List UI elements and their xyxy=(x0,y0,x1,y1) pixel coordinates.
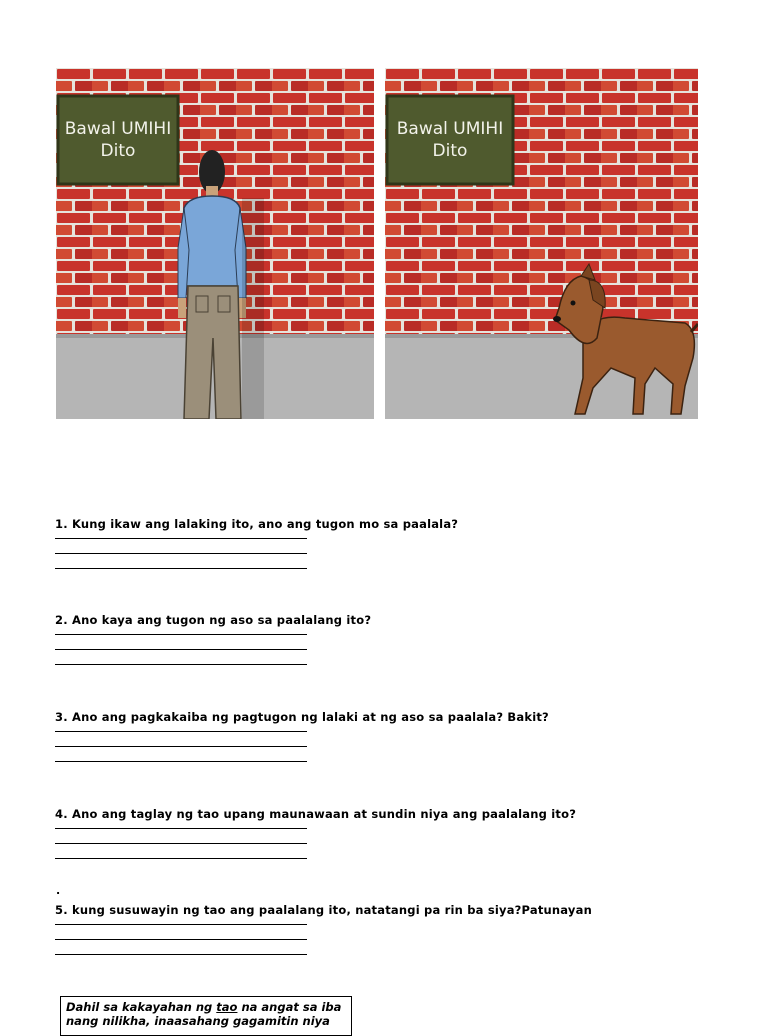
answer-line[interactable] xyxy=(55,924,307,925)
answer-line[interactable] xyxy=(55,761,307,762)
question-4 xyxy=(55,807,735,859)
answer-line[interactable] xyxy=(55,746,307,747)
stray-mark: . xyxy=(56,884,61,897)
sign-text-line-1: Bawal UMIHI xyxy=(64,119,172,139)
question-2 xyxy=(55,613,735,665)
answer-line[interactable] xyxy=(55,828,307,829)
question-2-text: 2. Ano kaya ang tugon ng aso sa paalalang ito? xyxy=(55,613,372,627)
answer-line[interactable] xyxy=(55,954,307,955)
sign-text-line-2: Dito xyxy=(100,141,136,161)
answer-line[interactable] xyxy=(55,649,307,650)
answer-line[interactable] xyxy=(55,538,307,539)
question-5-text: 5. kung susuwayin ng tao ang paalalang ito, natatangi pa rin ba siya?Patunayan xyxy=(55,903,592,917)
sign-text-line-1: Bawal UMIHI xyxy=(396,119,504,139)
question-1-text: 1. Kung ikaw ang lalaking ito, ano ang tugon mo sa paalala? xyxy=(55,517,459,531)
question-4-text: 4. Ano ang taglay ng tao upang maunawaan at sundin niya ang paalalang ito? xyxy=(55,807,577,821)
no-urinating-sign xyxy=(387,96,513,184)
question-3 xyxy=(55,710,735,762)
illustration-man-at-wall xyxy=(56,68,374,419)
answer-line[interactable] xyxy=(55,664,307,665)
question-3-text: 3. Ano ang pagkakaiba ng pagtugon ng lalaki at ng aso sa paalala? Bakit? xyxy=(55,710,549,724)
note-line-2: nang nilikha, inaasahang gagamitin niya xyxy=(66,1014,330,1028)
no-urinating-sign xyxy=(58,96,178,184)
answer-line[interactable] xyxy=(55,939,307,940)
answer-line[interactable] xyxy=(55,731,307,732)
note-underlined-word: tao xyxy=(216,1000,238,1014)
note-line-1 xyxy=(66,1000,346,1014)
note-text-part-1: Dahil sa kakayahan ng xyxy=(66,1000,217,1014)
note-box xyxy=(60,996,352,1036)
answer-line[interactable] xyxy=(55,568,307,569)
question-1 xyxy=(55,517,735,569)
sign-text-line-2: Dito xyxy=(432,141,468,161)
note-text-part-2: na angat sa iba xyxy=(237,1000,342,1014)
answer-line[interactable] xyxy=(55,634,307,635)
answer-line[interactable] xyxy=(55,553,307,554)
answer-line[interactable] xyxy=(55,843,307,844)
answer-line[interactable] xyxy=(55,858,307,859)
illustration-dog-at-wall xyxy=(385,68,698,419)
question-5 xyxy=(55,903,735,955)
